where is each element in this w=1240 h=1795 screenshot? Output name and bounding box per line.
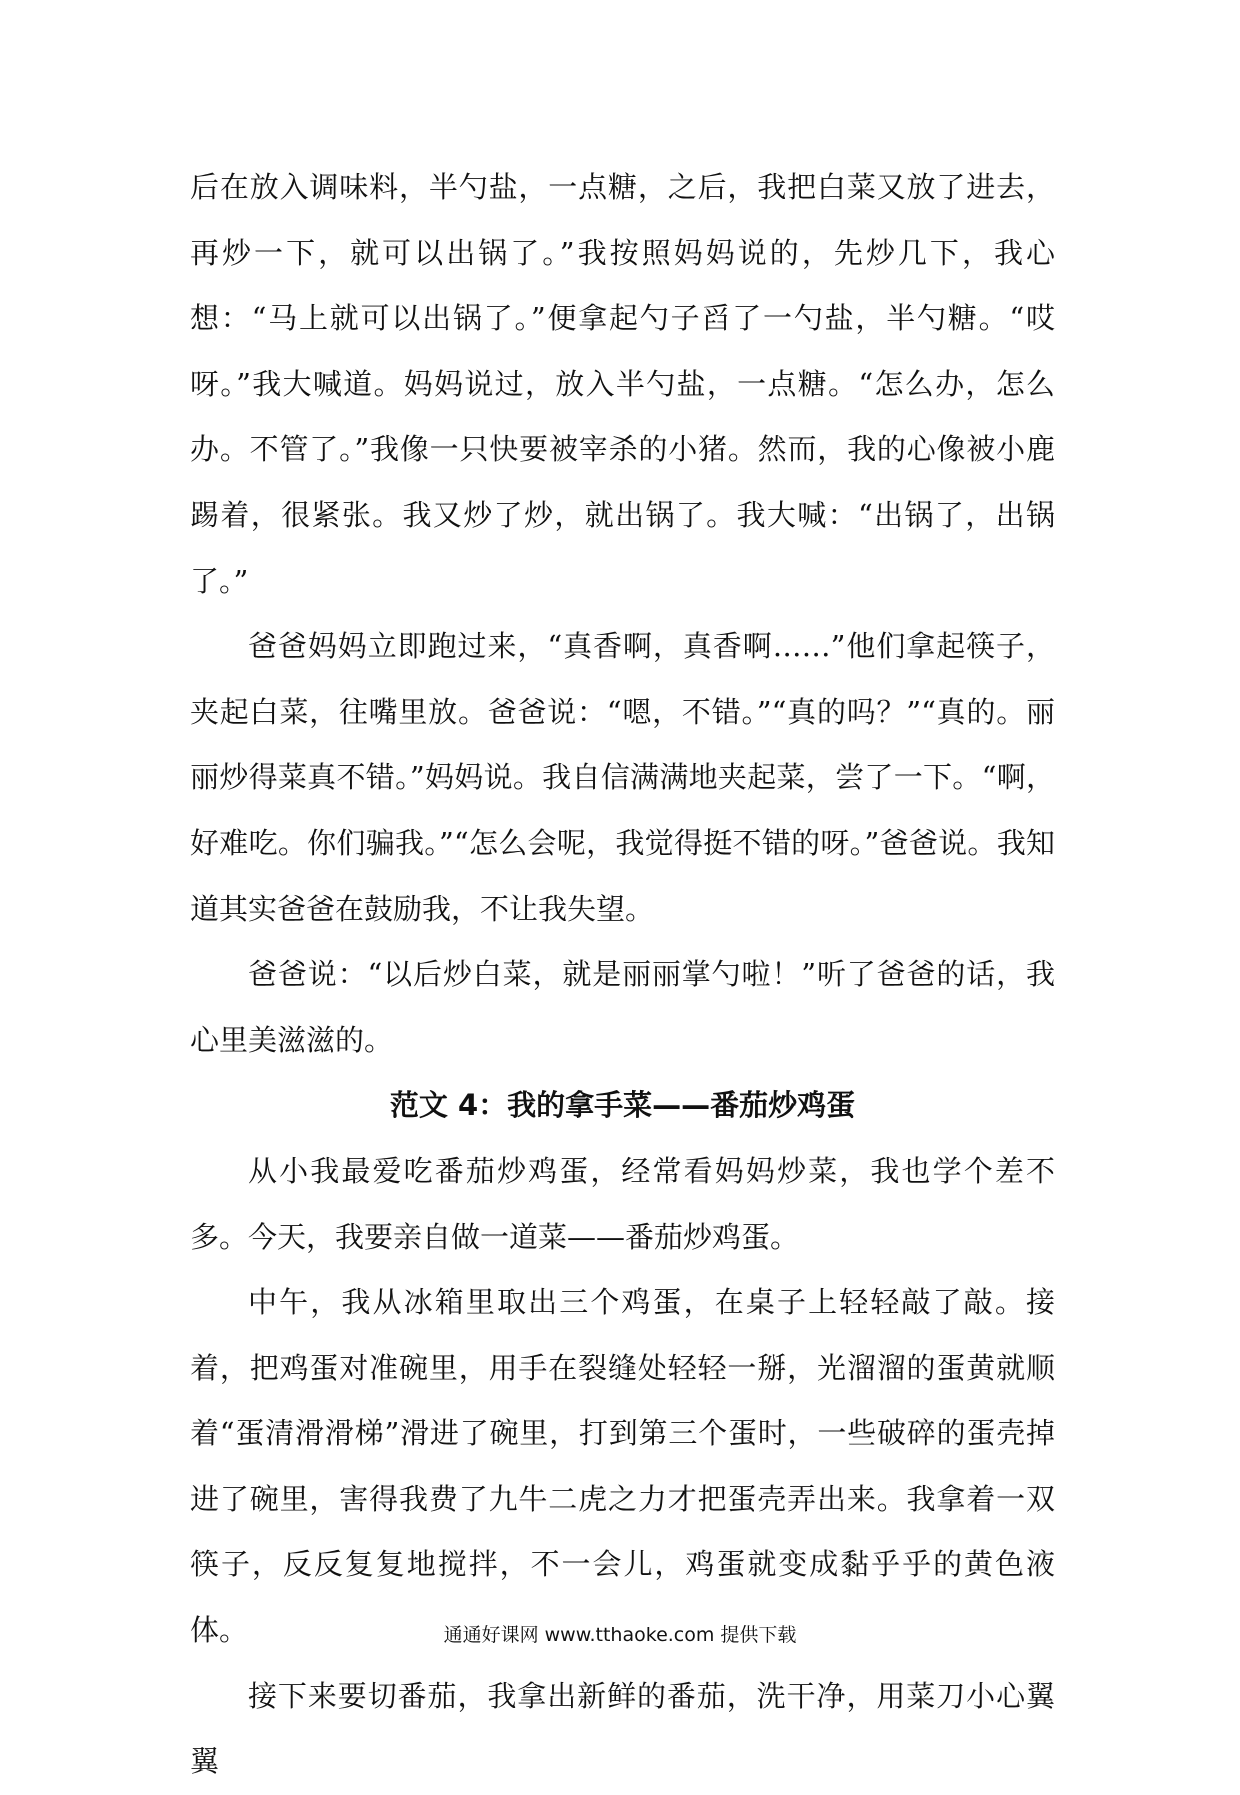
section-heading: 范文 4：我的拿手菜——番茄炒鸡蛋 [389,1088,856,1123]
paragraph-continued: 后在放入调味料，半勺盐，一点糖，之后，我把白菜又放了进去，再炒一下，就可以出锅了。”我按照妈妈说的，先炒几下，我心想：“马上就可以出锅了。”便拿起勺子舀了一勺盐，半勺糖。“哎呀。”我大喊道。妈妈说过，放入半勺盐，一点糖。“怎么办，怎么办。不管了。”我像一只快要被宰杀的小猪。然而，我的心像被小鹿踢着，很紧张。我又炒了炒，就出锅了。我大喊：“出锅了，出锅了。” [190,170,1055,598]
document-body [190,155,1055,1795]
paragraph-parents-taste: 爸爸妈妈立即跑过来，“真香啊，真香啊……”他们拿起筷子，夹起白菜，往嘴里放。爸爸说：“嗯，不错。”“真的吗？”“真的。丽丽炒得菜真不错。”妈妈说。我自信满满地夹起菜，尝了一下。“啊，好难吃。你们骗我。”“怎么会呢，我觉得挺不错的呀。”爸爸说。我知道其实爸爸在鼓励我，不让我失望。 [190,629,1055,926]
paragraph-dad-praise: 爸爸说：“以后炒白菜，就是丽丽掌勺啦！”听了爸爸的话，我心里美滋滋的。 [190,957,1055,1057]
page-footer: 通通好课网 www.tthaoke.com 提供下载 [443,1624,797,1646]
paragraph-eggs: 中午，我从冰箱里取出三个鸡蛋，在桌子上轻轻敲了敲。接着，把鸡蛋对准碗里，用手在裂缝处轻轻一掰，光溜溜的蛋黄就顺着“蛋清滑滑梯”滑进了碗里，打到第三个蛋时，一些破碎的蛋壳掉进了碗里，害得我费了九牛二虎之力才把蛋壳弄出来。我拿着一双筷子，反反复复地搅拌，不一会儿，鸡蛋就变成黏乎乎的黄色液体。 [190,1285,1055,1648]
paragraph-intro: 从小我最爱吃番茄炒鸡蛋，经常看妈妈炒菜，我也学个差不多。今天，我要亲自做一道菜——番茄炒鸡蛋。 [190,1153,1055,1254]
paragraph-tomato: 接下来要切番茄，我拿出新鲜的番茄，洗干净，用菜刀小心翼翼 [190,1678,1055,1779]
